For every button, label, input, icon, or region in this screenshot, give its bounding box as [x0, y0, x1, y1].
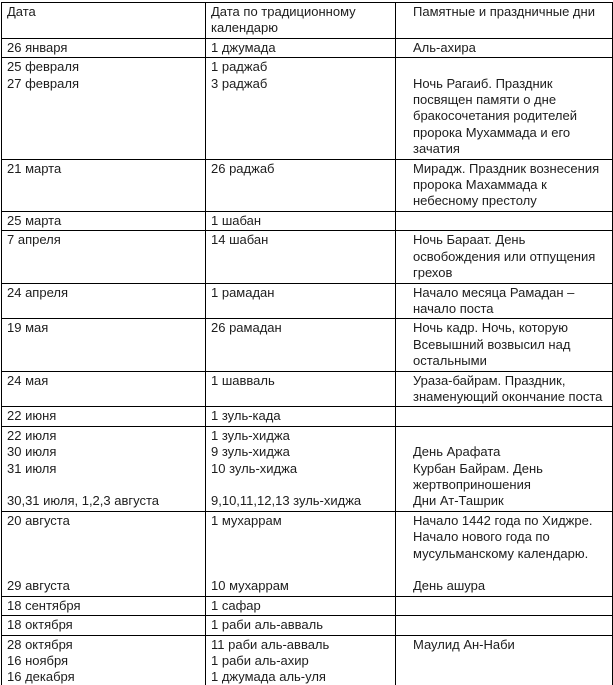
table-cell-traditional-date: [206, 159, 396, 211]
table-body: [2, 38, 613, 685]
table-cell-traditional-date: [206, 283, 396, 319]
table-cell-date: [2, 211, 206, 230]
cell-line: [211, 546, 392, 562]
cell-line: 29 августа: [7, 578, 70, 594]
table-cell-date: [2, 283, 206, 319]
table-cell-traditional-date: [206, 511, 396, 596]
cell-line: 25 марта: [7, 212, 62, 228]
table-row: [2, 511, 613, 596]
table-cell-date: [2, 58, 206, 159]
cell-line: 16 ноября: [7, 653, 69, 669]
table-cell-date: [2, 231, 206, 283]
cell-line: Ураза-байрам. Праздник,: [413, 372, 566, 388]
cell-line: остальными: [413, 353, 487, 369]
cell-line: 25 февраля: [7, 59, 79, 75]
table-cell-traditional-date: [206, 616, 396, 635]
table-cell-traditional-date: [206, 635, 396, 685]
header-cell-date: Дата: [2, 3, 206, 39]
table-cell-holiday: [396, 407, 613, 426]
table-row: [2, 283, 613, 319]
cell-line: 28 октября: [7, 636, 73, 652]
header-cell-holidays: Памятные и праздничные дни: [396, 3, 613, 39]
cell-line: 1 джумада: [211, 39, 276, 55]
table-row: [2, 38, 613, 57]
table-cell-holiday: [396, 616, 613, 635]
cell-line: Аль-ахира: [413, 39, 476, 55]
table-row: [2, 159, 613, 211]
cell-line: [7, 562, 202, 578]
cell-line: 16 декабря: [7, 669, 75, 685]
table-cell-holiday: [396, 596, 613, 615]
cell-line: 1 раби аль-авваль: [211, 617, 324, 633]
cell-line: бракосочетания родителей: [413, 108, 577, 124]
cell-line: небесному престолу: [413, 193, 537, 209]
cell-line: 21 марта: [7, 160, 62, 176]
cell-line: 31 июля: [7, 460, 57, 476]
table-cell-holiday: [396, 511, 613, 596]
header-cell-traditional-date: Дата по традиционному календарю: [206, 3, 396, 39]
table-cell-traditional-date: [206, 407, 396, 426]
cell-line: 27 февраля: [7, 75, 79, 91]
cell-line: Начало месяца Рамадан –: [413, 284, 575, 300]
cell-line: Начало 1442 года по Хиджре.: [413, 512, 593, 528]
cell-line: 1 рамадан: [211, 284, 275, 300]
table-row: [2, 407, 613, 426]
table-cell-holiday: [396, 319, 613, 371]
cell-line: Ночь кадр. Ночь, которую: [413, 320, 568, 336]
cell-line: 10 мухаррам: [211, 578, 289, 594]
cell-line: 11 раби аль-авваль: [211, 636, 330, 652]
cell-line: Начало нового года по: [413, 529, 550, 545]
cell-line: 18 сентября: [7, 597, 81, 613]
cell-line: Дни Ат-Ташрик: [413, 493, 504, 509]
table-row: [2, 426, 613, 511]
table-cell-holiday: [396, 38, 613, 57]
table-cell-date: [2, 596, 206, 615]
cell-line: [211, 562, 392, 578]
cell-line: 1 раби аль-ахир: [211, 653, 309, 669]
table-cell-traditional-date: [206, 231, 396, 283]
cell-line: 3 раджаб: [211, 75, 268, 91]
table-row: [2, 371, 613, 407]
cell-line: грехов: [413, 265, 453, 281]
table-row: [2, 596, 613, 615]
cell-line: Всевышний возвысил над: [413, 336, 571, 352]
cell-line: зачатия: [413, 141, 460, 157]
cell-line: 26 рамадан: [211, 320, 282, 336]
cell-line: 1 шавваль: [211, 372, 275, 388]
table-cell-traditional-date: [206, 58, 396, 159]
cell-line: [211, 477, 392, 493]
cell-line: знаменующий окончание поста: [413, 388, 603, 404]
table-cell-holiday: [396, 159, 613, 211]
table-cell-holiday: [396, 283, 613, 319]
cell-line: 1 джумада аль-уля: [211, 669, 326, 685]
cell-line: 1 зуль-хиджа: [211, 427, 290, 443]
table-cell-holiday: [396, 426, 613, 511]
table-cell-date: [2, 407, 206, 426]
table-cell-holiday: [396, 635, 613, 685]
cell-line: освобождения или отпущения: [413, 248, 596, 264]
cell-line: 10 зуль-хиджа: [211, 460, 298, 476]
cell-line: 1 мухаррам: [211, 512, 282, 528]
cell-line: [7, 529, 202, 545]
table-cell-traditional-date: [206, 211, 396, 230]
cell-line: Ночь Рагаиб. Праздник: [413, 75, 553, 91]
table-cell-traditional-date: [206, 371, 396, 407]
header-row: [2, 3, 613, 39]
cell-line: [413, 408, 609, 424]
table-row: [2, 319, 613, 371]
cell-line: День ашура: [413, 578, 486, 594]
cell-line: 18 октября: [7, 617, 73, 633]
cell-line: [413, 598, 609, 614]
cell-line: 26 раджаб: [211, 160, 275, 176]
table-cell-holiday: [396, 371, 613, 407]
table-header: [2, 3, 613, 39]
table-cell-traditional-date: [206, 38, 396, 57]
cell-line: День Арафата: [413, 444, 501, 460]
table-cell-holiday: [396, 231, 613, 283]
table-cell-date: [2, 38, 206, 57]
cell-line: 7 апреля: [7, 232, 61, 248]
cell-line: 9,10,11,12,13 зуль-хиджа: [211, 493, 362, 509]
cell-line: [413, 617, 609, 633]
table-row: [2, 211, 613, 230]
table-cell-date: [2, 616, 206, 635]
cell-line: 26 января: [7, 39, 68, 55]
cell-line: посвящен памяти о дне: [413, 92, 557, 108]
table-row: [2, 58, 613, 159]
cell-line: Маулид Ан-Наби: [413, 636, 515, 652]
cell-line: 1 раджаб: [211, 59, 268, 75]
cell-line: 9 зуль-хиджа: [211, 444, 290, 460]
table-cell-traditional-date: [206, 596, 396, 615]
cell-line: 24 апреля: [7, 284, 68, 300]
table-row: [2, 635, 613, 685]
cell-line: пророка Мухаммада и его: [413, 124, 571, 140]
islamic-calendar-table: [1, 2, 613, 685]
cell-line: Курбан Байрам. День: [413, 460, 543, 476]
cell-line: 30 июля: [7, 444, 57, 460]
table-cell-date: [2, 159, 206, 211]
cell-line: пророка Махаммада к: [413, 177, 547, 193]
cell-line: начало поста: [413, 300, 494, 316]
cell-line: Мирадж. Праздник вознесения: [413, 160, 600, 176]
cell-line: [7, 477, 202, 493]
cell-line: 22 июля: [7, 427, 57, 443]
cell-line: 1 зуль-када: [211, 408, 281, 424]
table-cell-date: [2, 371, 206, 407]
table-row: [2, 231, 613, 283]
cell-line: [413, 213, 609, 229]
table-cell-holiday: [396, 58, 613, 159]
cell-line: 19 мая: [7, 320, 49, 336]
table-cell-traditional-date: [206, 319, 396, 371]
cell-line: [7, 546, 202, 562]
table-cell-date: [2, 635, 206, 685]
table-cell-traditional-date: [206, 426, 396, 511]
table-row: [2, 616, 613, 635]
table-cell-holiday: [396, 211, 613, 230]
table-cell-date: [2, 319, 206, 371]
cell-line: 24 мая: [7, 372, 49, 388]
cell-line: [413, 59, 609, 75]
table-cell-date: [2, 426, 206, 511]
cell-line: жертвоприношения: [413, 476, 531, 492]
cell-line: [211, 529, 392, 545]
cell-line: 14 шабан: [211, 232, 269, 248]
cell-line: мусульманскому календарю.: [413, 545, 589, 561]
cell-line: 1 шабан: [211, 212, 262, 228]
cell-line: Ночь Бараат. День: [413, 232, 526, 248]
cell-line: 22 июня: [7, 408, 57, 424]
cell-line: 20 августа: [7, 512, 70, 528]
table-cell-date: [2, 511, 206, 596]
cell-line: 1 сафар: [211, 597, 261, 613]
cell-line: 30,31 июля, 1,2,3 августа: [7, 493, 160, 509]
cell-line: [413, 428, 609, 444]
cell-line: [413, 562, 609, 578]
